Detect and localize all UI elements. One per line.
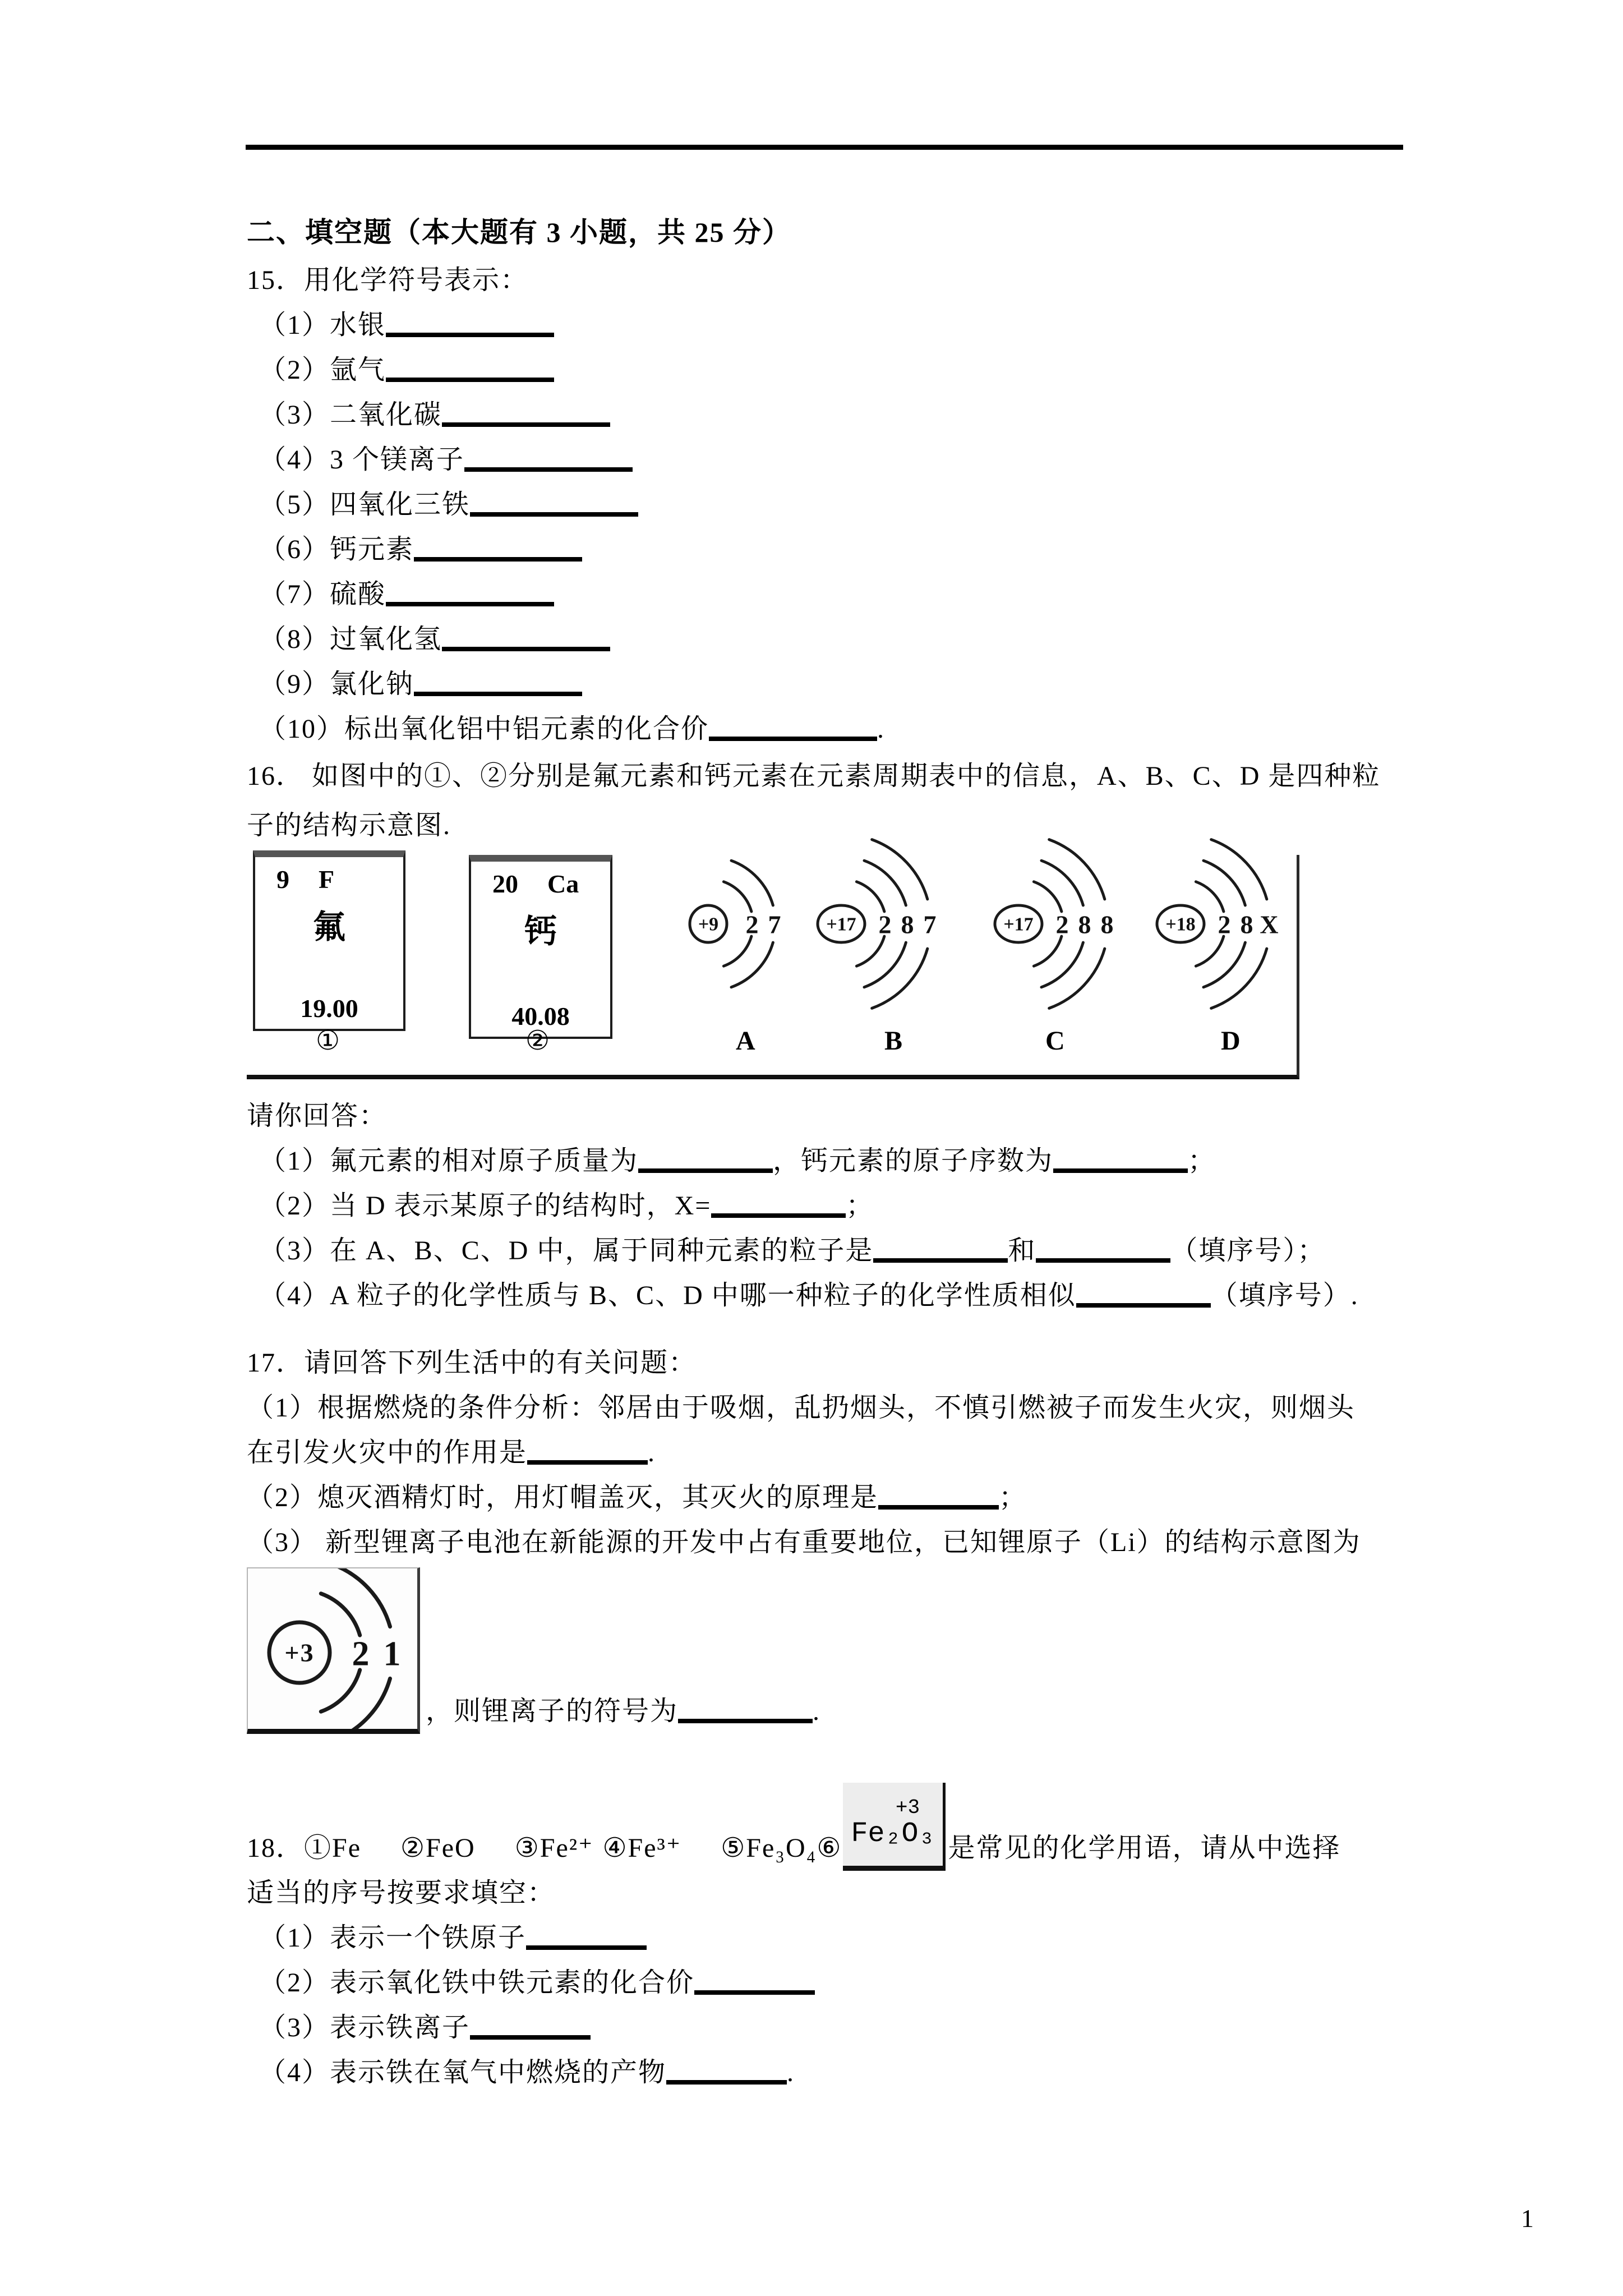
- svg-text:+17: +17: [826, 914, 856, 935]
- q15-item-1: [247, 303, 1424, 348]
- page-number: 1: [1521, 2204, 1534, 2233]
- item-text: ，则锂离子的符号为: [426, 1696, 679, 1726]
- atomic-mass: 40.08: [511, 1002, 570, 1030]
- item-label: （9）: [259, 669, 330, 699]
- q18-token-fe: 18．①Fe: [247, 1833, 362, 1863]
- answer-blank[interactable]: [442, 647, 610, 651]
- item-text: 表示氧化铁中铁元素的化合价: [330, 1968, 695, 1998]
- particle-c-diagram: [986, 840, 1160, 1025]
- q15-item-10: [247, 707, 1424, 752]
- item-suffix: ；: [1188, 1146, 1216, 1176]
- q17-li-figure-row: [247, 1567, 1424, 1734]
- svg-text:X: X: [1260, 910, 1279, 939]
- q18-token-fe3plus: ④Fe³⁺: [602, 1833, 682, 1863]
- item-text: 和: [1008, 1236, 1036, 1266]
- figure-label-b: B: [884, 1026, 903, 1056]
- item-text: 硫酸: [330, 579, 386, 609]
- element-card-header: [255, 857, 403, 895]
- q18-item-2: [247, 1961, 1424, 2005]
- item-text: 表示铁在氧气中燃烧的产物: [330, 2058, 667, 2087]
- answer-blank[interactable]: [526, 1945, 647, 1950]
- item-text: 二氧化碳: [330, 400, 442, 430]
- item-label: （4）: [259, 2058, 330, 2087]
- answer-blank[interactable]: [464, 467, 633, 472]
- answer-blank[interactable]: [527, 1460, 648, 1465]
- atomic-number: 9: [276, 865, 289, 894]
- item-label: （1）: [259, 310, 330, 340]
- q18-token-fe3o4: ⑤Fe₃O₄⑥: [721, 1833, 842, 1863]
- q15-item-9: [247, 662, 1424, 707]
- svg-text:8: 8: [1078, 910, 1091, 939]
- fe2o3-formula: Fe₂O₃: [851, 1818, 935, 1851]
- item-suffix: .: [877, 714, 886, 744]
- item-label: （3）: [259, 2013, 330, 2042]
- q16-intro-line1: 16． 如图中的①、②分别是氟元素和钙元素在元素周期表中的信息，A、B、C、D 是四种粒: [247, 761, 1381, 791]
- svg-text:2: 2: [1218, 910, 1231, 939]
- svg-text:8: 8: [1100, 910, 1114, 939]
- svg-text:+3: +3: [284, 1638, 315, 1667]
- answer-blank[interactable]: [386, 378, 554, 382]
- answer-blank[interactable]: [414, 692, 582, 696]
- item-suffix: .: [813, 1696, 821, 1726]
- element-card-fluorine: [253, 850, 405, 1031]
- item-text: 四氧化三铁: [330, 490, 471, 519]
- item-label: （2）: [259, 1968, 330, 1998]
- item-label: （1）: [259, 1146, 330, 1176]
- q18-intro-tail: 是常见的化学用语，请从中选择: [948, 1833, 1341, 1863]
- item-text: 在引发火灾中的作用是: [247, 1438, 528, 1467]
- q17-title: 17．请回答下列生活中的有关问题：: [247, 1348, 697, 1378]
- svg-text:1: 1: [383, 1635, 402, 1673]
- q17-item2: [247, 1475, 1424, 1520]
- item-text: ，钙元素的原子序数为: [773, 1146, 1054, 1176]
- q18-item-3: [247, 2005, 1424, 2050]
- item-text: 氩气: [330, 355, 386, 385]
- item-label: （8）: [259, 624, 330, 654]
- svg-text:2: 2: [878, 910, 892, 939]
- q18-intro-line2: 适当的序号按要求填空：: [247, 1878, 556, 1908]
- item-suffix: （填序号）.: [1210, 1281, 1359, 1310]
- item-suffix: ；: [999, 1483, 1027, 1512]
- item-text: 氯化钠: [330, 669, 414, 699]
- q15-item-5: [247, 482, 1424, 527]
- item-text: 钙元素: [330, 535, 414, 564]
- answer-blank[interactable]: [386, 333, 554, 337]
- q16-prompt: 请你回答：: [247, 1101, 388, 1131]
- item-text: （2）熄灭酒精灯时，用灯帽盖灭，其灭火的原理是: [247, 1483, 879, 1512]
- figure-label-c: C: [1045, 1026, 1065, 1056]
- section-title: 二、填空题（本大题有 3 小题，共 25 分）: [247, 217, 791, 248]
- q18-intro-row: [247, 1781, 1424, 1871]
- element-symbol: F: [319, 865, 335, 894]
- q17-item1-line1: （1）根据燃烧的条件分析：邻居由于吸烟，乱扔烟头，不慎引燃被子而发生火灾，则烟头: [247, 1393, 1355, 1423]
- svg-text:2: 2: [1055, 910, 1069, 939]
- item-text: 当 D 表示某原子的结构时，X=: [330, 1191, 712, 1221]
- answer-blank[interactable]: [1036, 1258, 1170, 1263]
- answer-blank[interactable]: [694, 1990, 815, 1995]
- particle-d-diagram: [1148, 840, 1322, 1025]
- q15-item-6: [247, 527, 1424, 572]
- atomic-number: 20: [492, 869, 518, 898]
- item-label: （6）: [259, 535, 330, 564]
- answer-blank[interactable]: [873, 1258, 1008, 1263]
- particle-b-diagram: [809, 840, 983, 1025]
- item-label: （4）: [259, 1281, 330, 1310]
- item-text: A 粒子的化学性质与 B、C、D 中哪一种粒子的化学性质相似: [330, 1281, 1076, 1310]
- element-card-header: [471, 862, 610, 899]
- answer-blank[interactable]: [414, 557, 582, 562]
- item-label: （3）: [259, 400, 330, 430]
- item-label: （1）: [259, 1923, 330, 1953]
- q16-item-4: [247, 1273, 1424, 1318]
- figure-label-d: D: [1221, 1026, 1241, 1056]
- item-text: 3 个镁离子: [330, 445, 465, 475]
- atomic-mass: 19.00: [300, 994, 358, 1023]
- svg-text:+9: +9: [698, 914, 719, 935]
- q18-item-4: [247, 2050, 1424, 2095]
- answer-blank[interactable]: [470, 512, 638, 517]
- answer-blank[interactable]: [666, 2080, 787, 2085]
- answer-blank[interactable]: [442, 422, 610, 427]
- item-text: 过氧化氢: [330, 624, 442, 654]
- figure-label-1: ①: [316, 1026, 340, 1056]
- element-symbol: Ca: [547, 869, 579, 898]
- answer-blank[interactable]: [878, 1505, 999, 1510]
- item-label: （4）: [259, 445, 330, 475]
- element-name: 钙: [524, 913, 557, 950]
- item-text: 表示铁离子: [330, 2013, 471, 2042]
- q15-item-4: [247, 438, 1424, 482]
- svg-text:8: 8: [1240, 910, 1253, 939]
- q15-item-2: [247, 348, 1424, 393]
- item-suffix: .: [648, 1438, 656, 1467]
- fe2o3-valence-figure: [843, 1783, 946, 1871]
- item-text: 水银: [330, 310, 386, 340]
- q16-item-1: [247, 1139, 1424, 1184]
- q18-token-fe2plus: ③Fe²⁺: [514, 1833, 594, 1863]
- answer-blank[interactable]: [711, 1213, 846, 1218]
- item-suffix: .: [787, 2058, 795, 2087]
- q17-block: [247, 1341, 1424, 1734]
- svg-text:7: 7: [923, 910, 937, 939]
- li-atom-diagram: [248, 1568, 416, 1721]
- item-text: 标出氧化铝中铝元素的化合价: [344, 714, 709, 744]
- q16-item-3: [247, 1228, 1424, 1273]
- item-text: 氟元素的相对原子质量为: [330, 1146, 639, 1176]
- item-text: 在 A、B、C、D 中，属于同种元素的粒子是: [330, 1236, 874, 1266]
- item-label: （7）: [259, 579, 330, 609]
- svg-text:7: 7: [768, 910, 781, 939]
- item-label: （10）: [259, 714, 345, 744]
- item-suffix: ；: [846, 1191, 874, 1221]
- q17-item1-line2: [247, 1430, 1424, 1475]
- q17-item3-after: [426, 1689, 820, 1734]
- q16-item-2: [247, 1184, 1424, 1228]
- answer-blank[interactable]: [638, 1168, 773, 1173]
- figure-label-a: A: [736, 1026, 755, 1056]
- q16-intro-line2: 子的结构示意图.: [247, 811, 451, 840]
- answer-blank[interactable]: [709, 737, 877, 741]
- item-label: （2）: [259, 1191, 330, 1221]
- item-label: （5）: [259, 490, 330, 519]
- answer-blank[interactable]: [678, 1719, 813, 1723]
- svg-text:8: 8: [901, 910, 914, 939]
- q15-title: 15．用化学符号表示：: [247, 265, 529, 295]
- figure-label-2: ②: [525, 1026, 550, 1056]
- svg-text:2: 2: [745, 910, 759, 939]
- q18-token-feo: ②FeO: [400, 1833, 476, 1863]
- item-label: （2）: [259, 355, 330, 385]
- li-atom-figure: [247, 1567, 420, 1734]
- header-rule: [246, 145, 1403, 150]
- answer-blank[interactable]: [470, 2035, 591, 2040]
- element-name: 氟: [312, 909, 345, 946]
- q15-item-7: [247, 572, 1424, 617]
- svg-text:2: 2: [352, 1635, 371, 1673]
- answer-blank[interactable]: [1076, 1303, 1211, 1308]
- q15-item-3: [247, 393, 1424, 438]
- item-suffix: （填序号）；: [1170, 1236, 1326, 1266]
- q17-item3: （3） 新型锂离子电池在新能源的开发中占有重要地位，已知锂原子（Li）的结构示意图为: [247, 1527, 1361, 1557]
- svg-text:+18: +18: [1165, 914, 1196, 935]
- page-content: [247, 206, 1424, 2095]
- element-card-calcium: [469, 855, 612, 1039]
- answer-blank[interactable]: [386, 602, 554, 606]
- valence-label: +3: [895, 1796, 920, 1820]
- svg-text:+17: +17: [1003, 914, 1034, 935]
- q18-item-1: [247, 1916, 1424, 1961]
- item-label: （3）: [259, 1236, 330, 1266]
- answer-blank[interactable]: [1053, 1168, 1188, 1173]
- item-text: 表示一个铁原子: [330, 1923, 527, 1953]
- q15-item-8: [247, 617, 1424, 662]
- q16-figure: [247, 855, 1299, 1079]
